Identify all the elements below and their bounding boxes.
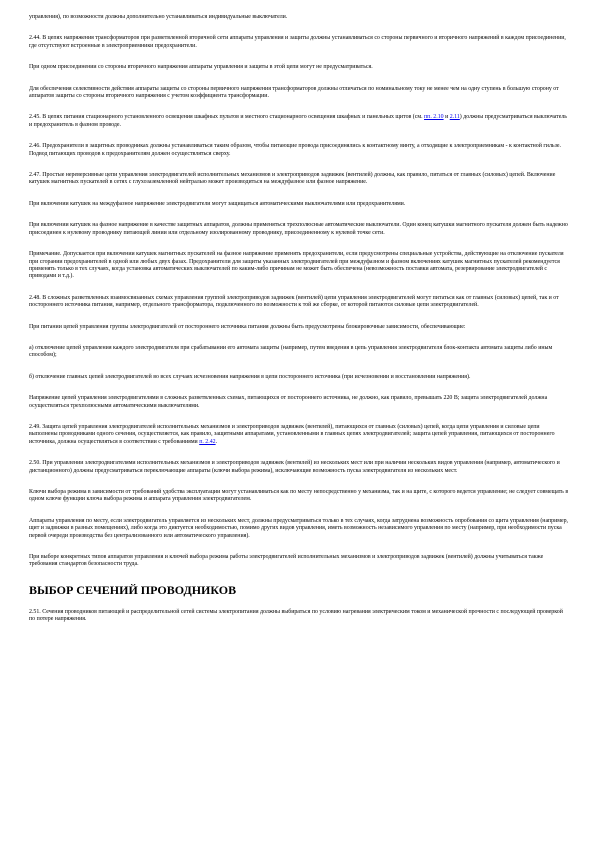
paragraph-2-46: 2.46. Предохранители в защитных проводниках должны устанавливаться таким образом, чтобы питающие провода присоединялись к контактному винту, а отходящие к электроприемникам - к контактной гильзе. Подвод питающих проводов к предохранителям должен осуществляться сверху.: [29, 143, 561, 157]
paragraph: управления), по возможности должны дополнительно устанавливаться индивидуальные выключатели.: [29, 14, 288, 20]
paragraph: Аппараты управления по месту, если электродвигатель управляется из нескольких мест, должны предусматриваться только в тех случаях, когда затруднена возможность опробования со щита управления (например, щит и задвижки в разных помещениях), либо когда это диктуется необходимостью, помимо других видов управления, иметь возможность независимого управления по месту (например, при необходимости пуска первой очереди производства без централизованного или автоматического управления).: [29, 517, 568, 539]
note-paragraph: Примечание. Допускается при включении катушек магнитных пускателей на фазное напряжение применять предохранители, если предусмотрены специальные устройства, действующие на отключение пускателя при сгорании предохранителей в одной или любых двух фазах. Предохранители для защиты указанных электродвигателей при междуфазном и фазном включениях катушек магнитных пускателей рекомендуется применять только в тех случаях, когда установка автоматических выключателей по каким-либо причинам не может быть обеспечена (невозможность поставки автомата, резервирование электродвигателей с приводами и т.д.).: [29, 251, 564, 280]
paragraph-text: .: [215, 438, 218, 445]
paragraph-2-51: 2.51. Сечения проводников питающей и распределительной сетей системы электропитания должны выбираться по условию нагревания электрическим током и механической прочности с последующей проверкой по потере напряжения.: [29, 608, 563, 623]
list-item-a: а) отключение цепей управления каждого электродвигателя при срабатывании его автомата защиты (например, путем введения в цепь управления электродвигателя блок-контакта автомата защиты либо иным способом);: [29, 344, 553, 359]
link-clause-2-42[interactable]: п. 2.42: [199, 438, 216, 445]
paragraph-text: 2.49. Защита цепей управления электродвигателей исполнительных механизмов и электроприводов задвижек (вентилей), питающихся от главных (силовых) цепей, когда цепи управления и силовые цепи выполнены проводниками одного сечения, осуществляется, как правило, защитными аппаратами, установленными в главных цепях электродвигателей; защита цепей управления, питающихся от постороннего источника, должна осуществляться в соответствии с требованиями: [29, 423, 555, 445]
document-page: [29, 14, 569, 624]
paragraph: При включении катушек на фазное напряжение в качестве защитных аппаратов, должны применяться трехполюсные автоматические выключатели. Один конец катушки магнитного пускателя должен быть надежно присоединен к нулевому проводнику питающей линии или отдельному изолированному проводнику, присоединенному к нулевой точке сети.: [29, 222, 568, 236]
paragraph: При одном присоединении со стороны вторичного напряжения аппараты управления и защиты в этой цепи могут не предусматриваться.: [29, 64, 373, 71]
paragraph: При включении катушек на междуфазное напряжение электродвигатели могут защищаться автоматическими выключателями или предохранителями.: [29, 200, 406, 207]
paragraph-2-50: 2.50. При управлении электродвигателями исполнительных механизмов и электроприводов задвижек (вентилей) из нескольких мест или при наличии нескольких видов управления (например, автоматического и дистанционного) должны предусматриваться переключающие аппараты (ключи выбора режима), исключающие возможность пуска электродвигателя из нескольких мест.: [29, 460, 560, 474]
paragraph-text: ) должны предусматриваться выключатель и предохранитель в фазном проводе.: [29, 114, 567, 128]
paragraph: Напряжение цепей управления электродвигателями в сложных разветвленных схемах, питающихся от постороннего источника, не должно, как правило, превышать 220 В; защита электродвигателей должна осуществляться трехполюсными автоматическими выключателями.: [29, 395, 548, 409]
paragraph: При питании цепей управления группы электродвигателей от постороннего источника питания должны быть предусмотрены блокировочные зависимости, обеспечивающие:: [29, 323, 466, 330]
paragraph-2-45: [29, 114, 569, 129]
paragraph: Для обеспечения селективности действия аппараты защиты со стороны первичного напряжения трансформаторов должны отличаться по номинальному току не менее чем на одну ступень в большую сторону от аппаратов защиты со стороны вторичного напряжения с учетом коэффициента трансформации.: [29, 85, 559, 100]
section-heading: ВЫБОР СЕЧЕНИЙ ПРОВОДНИКОВ: [29, 582, 237, 597]
paragraph-2-49: [29, 424, 569, 446]
paragraph-2-47: 2.47. Простые нереверсивные цепи управления электродвигателей исполнительных механизмов и электроприводов задвижек (вентилей) должны, как правило, питаться от главных (силовых) цепей. Включение катушек магнитных пускателей в сетях с глухозаземленной нейтралью может производиться на междуфазное или фазное напряжение.: [29, 172, 556, 186]
list-item-b: б) отключение главных цепей электродвигателей во всех случаях исчезновения напряжения в цепи постороннего источника (при исчезновении и восстановлении напряжения).: [29, 373, 471, 380]
link-clause-2-10[interactable]: пп. 2.10: [424, 114, 444, 121]
paragraph: Ключи выбора режима в зависимости от требований удобства эксплуатации могут устанавливаться как по месту непосредственно у механизма, так и на щите, с которого ведется управление; не следует совмещать в одном ключе функции ключа выбора режима и аппарата управления электродвигателем.: [29, 489, 569, 503]
paragraph-2-44: 2.44. В цепях напряжения трансформаторов при разветвленной вторичной сети аппараты управления и защиты должны устанавливаться со стороны первичного и вторичного напряжений в каждом присоединении, где отсутствуют встроенные в электроприемники предохранители.: [29, 35, 566, 49]
link-clause-2-11[interactable]: 2.11: [449, 114, 460, 121]
paragraph-text: 2.45. В цепях питания стационарного установленного освещения шкафных пультов и местного стационарного освещения шкафных и панельных щитов (см.: [29, 114, 425, 121]
paragraph-2-48: 2.48. В сложных разветвленных взаимосвязанных схемах управления группой электроприводов задвижек (вентилей) цепи управления электродвигателей могут питаться как от главных (силовых) цепей, так и от постороннего источника питания, например, отдельного трансформатора, подключенного по возможности к той же сборке, от которой питаются силовые цепи электродвигателей.: [29, 294, 559, 309]
paragraph-text: и: [443, 114, 450, 121]
paragraph: При выборе конкретных типов аппаратов управления и ключей выбора режима работы электродвигателей исполнительных механизмов и электроприводов задвижек (вентилей) должны учитываться также требования стандартов безопасности труда.: [29, 554, 544, 568]
